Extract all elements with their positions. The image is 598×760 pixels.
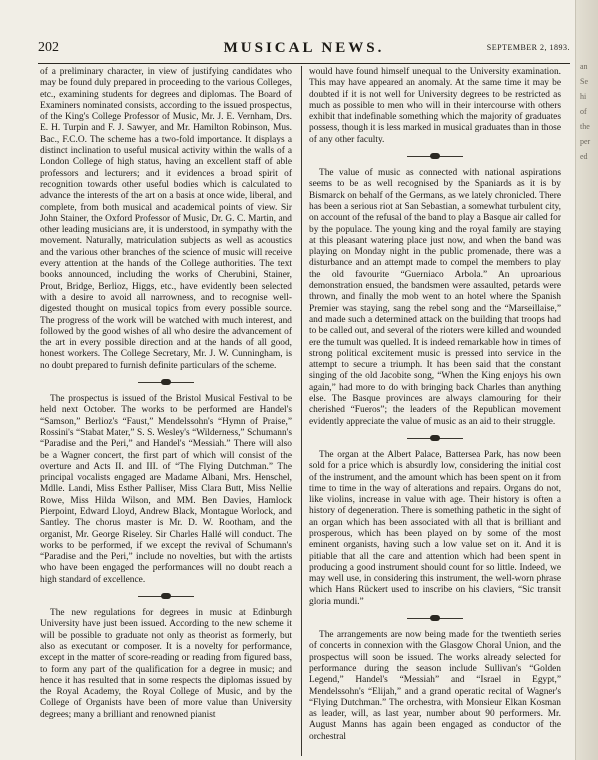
page-header	[38, 40, 570, 60]
article-edinburgh-degrees: The new regulations for degrees in music at Edinburgh University have just been issued. According to the new scheme it will be possible to graduate not only as theorist as formerly, but also as executant or composer. It is a novelty for performance, except in the matter of score-reading or reading from figured bass, to form any part of the qualification for a degree in music; and hence it has resulted that in some respects the diplomas issued by the Royal Academy, the Royal College of Music, and by the College of Organists have been of more value than University degrees; many a brilliant and renowned pianist	[40, 608, 292, 720]
section-ornament	[309, 150, 561, 162]
issue-date: SEPTEMBER 2, 1893.	[486, 43, 570, 52]
right-column	[309, 67, 561, 743]
fragment-text: ed	[580, 152, 588, 161]
adjacent-page-edge	[575, 0, 598, 760]
column-divider	[301, 66, 302, 756]
article-bristol-festival: The prospectus is issued of the Bristol Musical Festival to be held next October. The works to be performed are Handel's “Samson,” Berlioz's “Faust,” Mendelssohn's “Hymn of Praise,” Rossini's “Stabat Mater,” S. S. Wesley's “Wilderness,” Schumann's “Paradise and the Peri,” and Handel's “Messiah.” There will also be a Wagner concert, the first part of which will consist of the overture and Acts II. and III. of “The Flying Dutchman.” The principal vocalists engaged are Madame Albani, Mrs. Henschel, Mdlle. Landi, Miss Esther Palliser, Miss Clara Butt, Miss Nellie Rowe, Miss Hilda Wilson, and MM. Ben Davies, Hamlock Pierpoint, Edward Lloyd, Andrew Black, Montague Worlock, and Santley. The chorus master is Mr. D. W. Rootham, and the organist, Mr. George Riseley. Sir Charles Hallé will conduct. The works to be performed, if we except the revival of Schumann's “Paradise and the Peri,” include no novelties, but with the artists who have been engaged the performances will no doubt reach a high standard of excellence.	[40, 394, 292, 585]
fragment-text: Se	[580, 77, 588, 86]
fragment-text: the	[580, 122, 590, 131]
fragment-text: per	[580, 137, 591, 146]
section-ornament	[40, 590, 292, 602]
fragment-text: hi	[580, 92, 587, 101]
section-ornament	[309, 612, 561, 624]
fragment-text: of	[580, 107, 587, 116]
left-column	[40, 67, 292, 721]
article-san-sebastian-riot: The value of music as connected with national aspirations seems to be as well recognised by the Spaniards as it is by Bismarck on behalf of the Germans, as we lately chronicled. There has been a serious riot at San Sebastian, a somewhat turbulent city, on account of the refusal of the band to play a Basque air called for by the populace. The young king and the royal family are staying at this pleasant watering place just now, and when the band was playing on Monday night in the public promenade, there was a disturbance and an attempt made to compel the members to play the old favourite “Guerniaco Arbola.” An uproarious demonstration ensued, the bandsmen were assaulted, petards were thrown, and finally the mob went to an hotel where the Spanish Premier was staying, sang the rebel song and the “Marseillaise,” and made such a determined attack on the building that troops had to be called out, and several of the rioters were killed and wounded ere the tumult was quelled. It is indeed remarkable how in times of strong political excitement music is pressed into service in the attempt to secure a triumph. It has been said that the constant singing of the old Jacobite song, “When the King enjoys his own again,” had more to do with bringing back Charles than anything else. The Basque provinces are always clamouring for their cherished “Fueros”; the leaders of the Republican movement evidently appreciate the value of music as an aid to their struggle.	[309, 168, 561, 427]
section-ornament	[309, 432, 561, 444]
article-albert-palace-organ: The organ at the Albert Palace, Battersea Park, has now been sold for a price which is absurdly low, considering the initial cost of the instrument, and the amount which has been spent on it from time to time in the way of alterations and repairs. Organs do not, like violins, increase in value with age. Their history is often a history of degeneration. There is something pathetic in the sight of an organ which has been associated with all that is brilliant and prosperous, which has been played on by some of the most eminent organists, having such a low value set on it. And it is pitiable that all the care and attention which had been spent in producing a good instrument should count for so little. Indeed, we may well use, in considering this instrument, the well-worn phrase which Hans Rückert used to inscribe on his claviers, “Sic transit gloria mundi.”	[309, 449, 561, 607]
section-ornament	[40, 376, 292, 388]
masthead-title: MUSICAL NEWS.	[223, 40, 385, 56]
header-rule	[38, 63, 570, 64]
article-glasgow-choral-union: The arrangements are now being made for the twentieth series of concerts in connexion with the Glasgow Choral Union, and the prospectus will soon be issued. The works already selected for performance during the season include Sullivan's “Golden Legend,” Handel's “Messiah” and “Israel in Egypt,” Mendelssohn's “Elijah,” and a grand operatic recital of Wagner's “Flying Dutchman.” The orchestra, with Monsieur Elkan Kosman as leader, will, as last year, number about 90 performers. Mr. August Manns has again been engaged as conductor of the orchestral	[309, 630, 561, 742]
adjacent-page-fragments	[580, 60, 596, 165]
article-college-scheme: of a preliminary character, in view of justifying candidates who may be found duly prepared in proceeding to the various Colleges, etc., examining students for degrees and diplomas. The Board of Examiners nominated consists, according to the issued prospectus, of the King's College Professor of Music, Mr. J. E. Vernham, Drs. E. H. Turpin and F. J. Sawyer, and Mr. Hamilton Robinson, Mus. Bac., F.C.O. The scheme has a two-fold importance. It displays a distinct inclination to useful musical activity within the walls of a London College of high status, having an excellent staff of able professors and lecturers; and it evidences a broad spirit of recognition towards other useful bodies which is calculated to advance the interests of the art on a basis at once wide, liberal, and complete, from both musical and academical points of view. Sir John Stainer, the Oxford Professor of Music, Dr. G. C. Martin, and other leading musicians are, it is understood, in sympathy with the movement. Naturally, matriculation subjects as well as acoustics and the various other branches of the science of music will receive every attention at the hands of the College authorities. The text books announced, including the works of Cherubini, Stainer, Prout, Bridge, Berlioz, Higgs, etc., have evidently been selected with a desire to avoid all narrowness, and to recognise well-digested thought on musical topics from every possible source. The progress of the work will be watched with much interest, and followed by the good wishes of all who desire the advancement of the art in every possible direction and at the hands of all good, honest workers. The College Secretary, Mr. J. W. Cunningham, is no doubt prepared to furnish definite particulars of the scheme.	[40, 67, 292, 371]
page-number: 202	[38, 40, 59, 55]
article-edinburgh-continued: would have found himself unequal to the University examination. This may have appeared an anomaly. At the same time it may be doubted if it is not well for University degrees to be restricted as much as possible to men who will in their intercourse with others exhibit that indefinable something which the majority of graduates possess, though it is less marked in musical graduates than in those of any other faculty.	[309, 67, 561, 145]
fragment-text: an	[580, 62, 588, 71]
